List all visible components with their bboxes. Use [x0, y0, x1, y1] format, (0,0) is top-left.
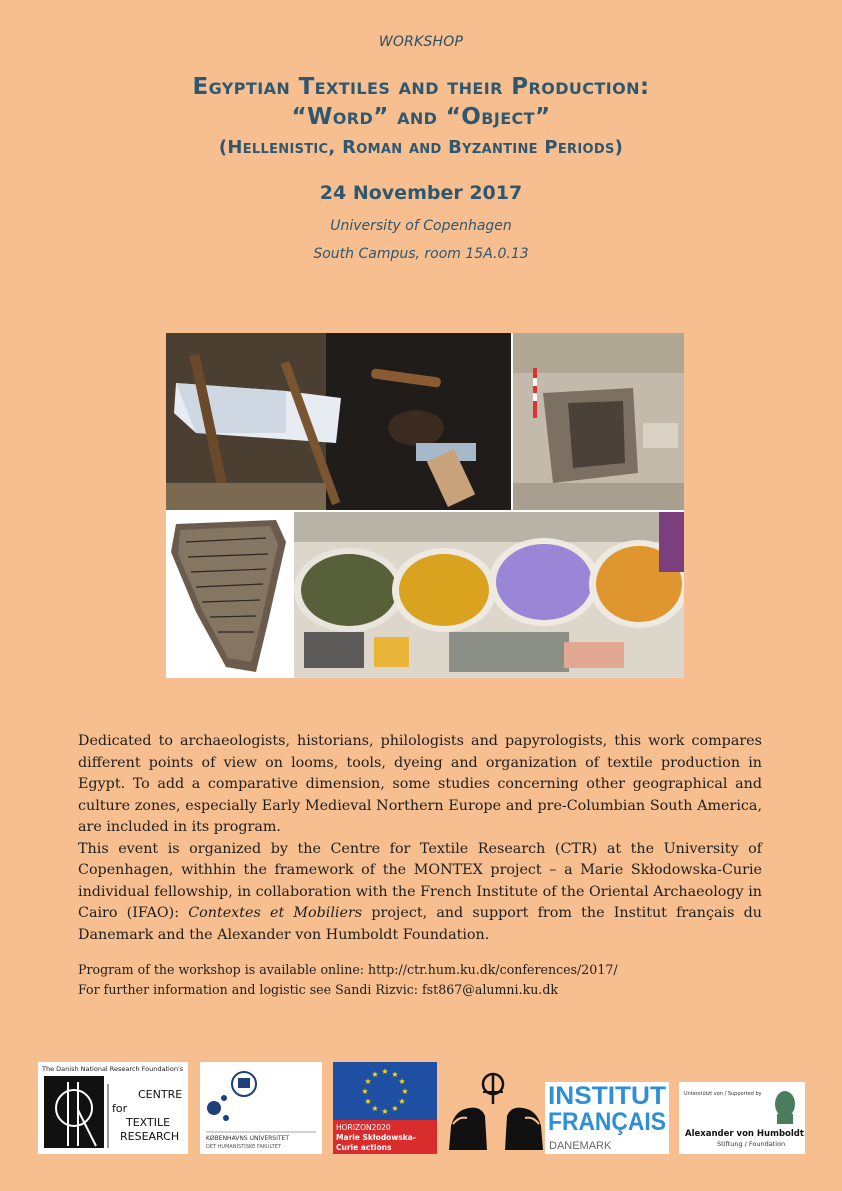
info-links: [78, 960, 762, 1000]
title-line-2: “Word” and “Object”: [291, 104, 551, 130]
svg-text:★: ★: [398, 1077, 406, 1086]
excavation-pit-photo: [513, 333, 684, 510]
ctr-line-2: for: [112, 1102, 128, 1115]
dye-samples-photo: [294, 512, 684, 678]
project-title: Contextes et Mobiliers: [188, 905, 363, 921]
sponsor-logos: [38, 1062, 808, 1158]
svg-text:★: ★: [371, 1070, 379, 1079]
ctr-line-4: RESEARCH: [120, 1130, 180, 1143]
subtitle: (Hellenistic, Roman and Byzantine Periods): [218, 137, 624, 158]
dnrf-caption: The Danish National Research Foundation's: [42, 1065, 184, 1073]
ku-faculty: DET HUMANISTISKE FAKULTET: [206, 1144, 281, 1150]
eu-line-3: Curie actions: [336, 1143, 392, 1152]
venue-line-1: University of Copenhagen: [330, 218, 512, 234]
event-date: 24 November 2017: [319, 182, 523, 204]
program-link[interactable]: Program of the workshop is available online: http://ctr.hum.ku.dk/conferences/2017/: [78, 962, 618, 977]
avh-sub: Stiftung / Foundation: [717, 1140, 786, 1148]
kicker-label: WORKSHOP: [378, 34, 464, 50]
svg-text:★: ★: [364, 1097, 372, 1106]
svg-text:★: ★: [361, 1087, 369, 1096]
ctr-line-1: CENTRE: [138, 1088, 183, 1101]
avh-top: Unterstützt von / Supported by: [684, 1091, 762, 1097]
contact-info[interactable]: For further information and logistic see Sandi Rizvic: fst867@alumni.ku.dk: [78, 982, 559, 997]
poster-header: [0, 34, 842, 262]
title-line-1: Egyptian Textiles and their Production:: [192, 74, 650, 100]
institut-francais-logo: [545, 1082, 669, 1154]
svg-text:★: ★: [364, 1077, 372, 1086]
svg-text:★: ★: [398, 1097, 406, 1106]
if-line-3: DANEMARK: [549, 1140, 612, 1152]
organizer-text: This event is organized by the Centre for Textile Research (CTR) at the University of Copenhagen, withhin the framework of the MONTEX project – a Marie Skłodowska-Curie individual fellowship, in collaboration with the French Institute of the Oriental Archaeology in Cairo (IFAO):: [78, 840, 762, 921]
avh-name: Alexander von Humboldt: [685, 1129, 804, 1139]
inscribed-sherd-photo: [166, 512, 292, 678]
svg-text:★: ★: [381, 1107, 389, 1116]
eu-line-1: HORIZON2020: [336, 1123, 391, 1132]
svg-text:★: ★: [391, 1104, 399, 1113]
eu-line-2: Marie Skłodowska-: [336, 1133, 416, 1142]
support-text: project, and support from the Institut français du Danemark and the Alexander von Humboldt Foundation.: [78, 905, 762, 943]
loom-weaving-photo: [166, 333, 511, 510]
ku-name: KØBENHAVNS UNIVERSITET: [206, 1135, 290, 1142]
ku-logo: [200, 1062, 322, 1154]
eu-msca-logo: [333, 1062, 437, 1154]
svg-text:★: ★: [391, 1070, 399, 1079]
ifao-emblem: [445, 1070, 547, 1154]
svg-text:★: ★: [401, 1087, 409, 1096]
venue-line-2: South Campus, room 15A.0.13: [313, 246, 529, 262]
ctr-line-3: TEXTILE: [126, 1116, 171, 1129]
if-line-2: FRANÇAIS: [548, 1108, 666, 1136]
svg-text:★: ★: [381, 1067, 389, 1076]
humboldt-foundation-logo: [679, 1082, 805, 1154]
svg-text:★: ★: [371, 1104, 379, 1113]
description-paragraph-2: [78, 839, 762, 947]
description: [78, 731, 762, 946]
photo-collage: [166, 333, 684, 678]
if-line-1: INSTITUT: [548, 1082, 666, 1110]
ctr-logo: [38, 1062, 188, 1154]
description-paragraph-1: Dedicated to archaeologists, historians, philologists and papyrologists, this work compares different points of view on looms, tools, dyeing and organization of textile production in Egypt. To add a comparative dimension, some studies concerning other geographical and culture zones, especially Early Medieval Northern Europe and pre-Columbian South America, are included in its program.: [78, 733, 762, 835]
